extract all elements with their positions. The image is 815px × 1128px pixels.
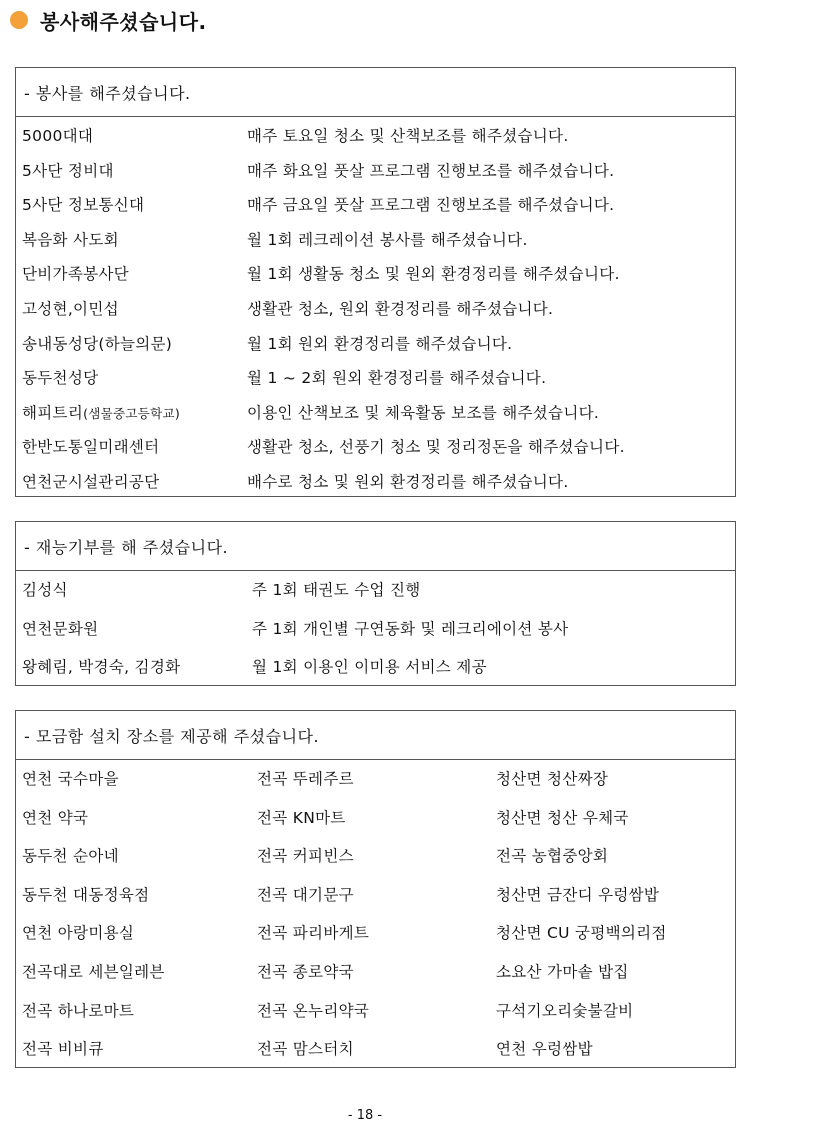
location-name: 전곡 비비큐: [22, 1040, 104, 1059]
organization-name: 연천군시설관리공단: [22, 473, 160, 491]
organization-name: 고성현,이민섭: [22, 300, 119, 318]
volunteer-description: 월 1회 생활동 청소 및 원외 환경정리를 해주셨습니다.: [247, 265, 620, 284]
talent-donation-row: [22, 617, 569, 639]
organization-name: 해피트리: [22, 403, 84, 422]
volunteer-row: [22, 262, 620, 284]
location-name: 전곡 커피빈스: [257, 847, 354, 866]
volunteer-description: 배수로 청소 및 원외 환경정리를 해주셨습니다.: [247, 473, 569, 491]
location-name: 전곡 맘스터치: [257, 1040, 354, 1059]
location-name: 연천 약국: [22, 808, 89, 827]
organization-name: 한반도통일미래센터: [22, 438, 160, 457]
bullet-dot-icon: [10, 11, 28, 29]
volunteer-row: [22, 332, 513, 354]
volunteer-description: 이용인 산책보조 및 체육활동 보조를 해주셨습니다.: [247, 403, 600, 422]
donor-name: 연천문화원: [22, 619, 99, 638]
volunteer-row: [22, 401, 600, 423]
organization-name: 5사단 정비대: [22, 161, 114, 180]
volunteer-description: 월 1 ~ 2회 원외 환경정리를 해주셨습니다.: [247, 369, 547, 388]
volunteer-description: 매주 토요일 청소 및 산책보조를 해주셨습니다.: [247, 127, 569, 145]
location-name: 연천 국수마을: [22, 770, 119, 788]
volunteer-description: 생활관 청소, 원외 환경정리를 해주셨습니다.: [247, 300, 554, 318]
organization-name-detail: (샘물중고등학교): [83, 405, 181, 421]
page-header: [10, 6, 207, 34]
location-name: 전곡 온누리약국: [257, 1001, 370, 1020]
volunteer-description: 월 1회 레크레이션 봉사를 해주셨습니다.: [247, 230, 528, 249]
volunteer-row: [22, 159, 615, 181]
location-name: 동두천 순아네: [22, 847, 119, 866]
organization-name: 동두천성당: [22, 369, 99, 388]
organization-name: 5사단 정보통신대: [22, 196, 145, 215]
location-name: 연천 아랑미용실: [22, 924, 135, 943]
donor-name: 왕혜림, 박경숙, 김경화: [22, 658, 181, 676]
page-number: - 18 -: [347, 1108, 383, 1123]
location-name: 전곡대로 세븐일레븐: [22, 963, 165, 981]
donor-name: 김성식: [22, 581, 68, 599]
organization-name: 송내동성당(하늘의문): [22, 334, 173, 353]
volunteer-row: [22, 228, 528, 250]
location-name: 구석기오리숯불갈비: [496, 1001, 634, 1020]
location-name: 전곡 KN마트: [257, 808, 346, 827]
location-name: 전곡 종로약국: [257, 963, 354, 981]
talent-donation-row: [22, 578, 421, 600]
location-name: 소요산 가마솥 밥집: [496, 963, 629, 981]
location-name: 전곡 농협중앙회: [496, 847, 609, 866]
volunteer-row: [22, 470, 569, 492]
location-name: 청산면 청산짜장: [496, 770, 609, 788]
location-name: 전곡 파리바게트: [257, 924, 370, 943]
page-title: 봉사해주셨습니다.: [40, 9, 207, 34]
location-name: 연천 우렁쌈밥: [496, 1040, 593, 1059]
location-name: 전곡 대기문구: [257, 885, 354, 904]
volunteer-description: 월 1회 원외 환경정리를 해주셨습니다.: [247, 334, 513, 353]
talent-donation-heading: - 재능기부를 해 주셨습니다.: [16, 522, 735, 571]
location-name: 전곡 뚜레주르: [257, 770, 354, 788]
volunteer-section-heading: - 봉사를 해주셨습니다.: [16, 68, 735, 117]
location-name: 전곡 하나로마트: [22, 1001, 135, 1020]
location-name: 동두천 대동정육점: [22, 885, 150, 904]
organization-name: 단비가족봉사단: [22, 265, 129, 284]
volunteer-row: [22, 366, 547, 388]
location-name: 청산면 청산 우체국: [496, 808, 629, 827]
volunteer-description: 매주 금요일 풋살 프로그램 진행보조를 해주셨습니다.: [247, 196, 615, 215]
volunteer-row: [22, 193, 615, 215]
location-name: 청산면 금잔디 우렁쌈밥: [496, 885, 660, 904]
organization-name: 5000대대: [22, 127, 94, 145]
volunteer-description: 생활관 청소, 선풍기 청소 및 정리정돈을 해주셨습니다.: [247, 438, 625, 457]
donation-description: 월 1회 이용인 이미용 서비스 제공: [252, 658, 487, 676]
volunteer-row: [22, 435, 625, 457]
volunteer-description: 매주 화요일 풋살 프로그램 진행보조를 해주셨습니다.: [247, 161, 615, 180]
volunteer-row: [22, 297, 554, 319]
donation-box-heading: - 모금함 설치 장소를 제공해 주셨습니다.: [16, 711, 735, 760]
organization-name: 복음화 사도회: [22, 230, 119, 249]
donation-description: 주 1회 개인별 구연동화 및 레크리에이션 봉사: [252, 619, 569, 638]
talent-donation-row: [22, 655, 487, 677]
location-name: 청산면 CU 궁평백의리점: [496, 924, 667, 943]
volunteer-row: [22, 124, 569, 146]
donation-description: 주 1회 태권도 수업 진행: [252, 581, 421, 599]
